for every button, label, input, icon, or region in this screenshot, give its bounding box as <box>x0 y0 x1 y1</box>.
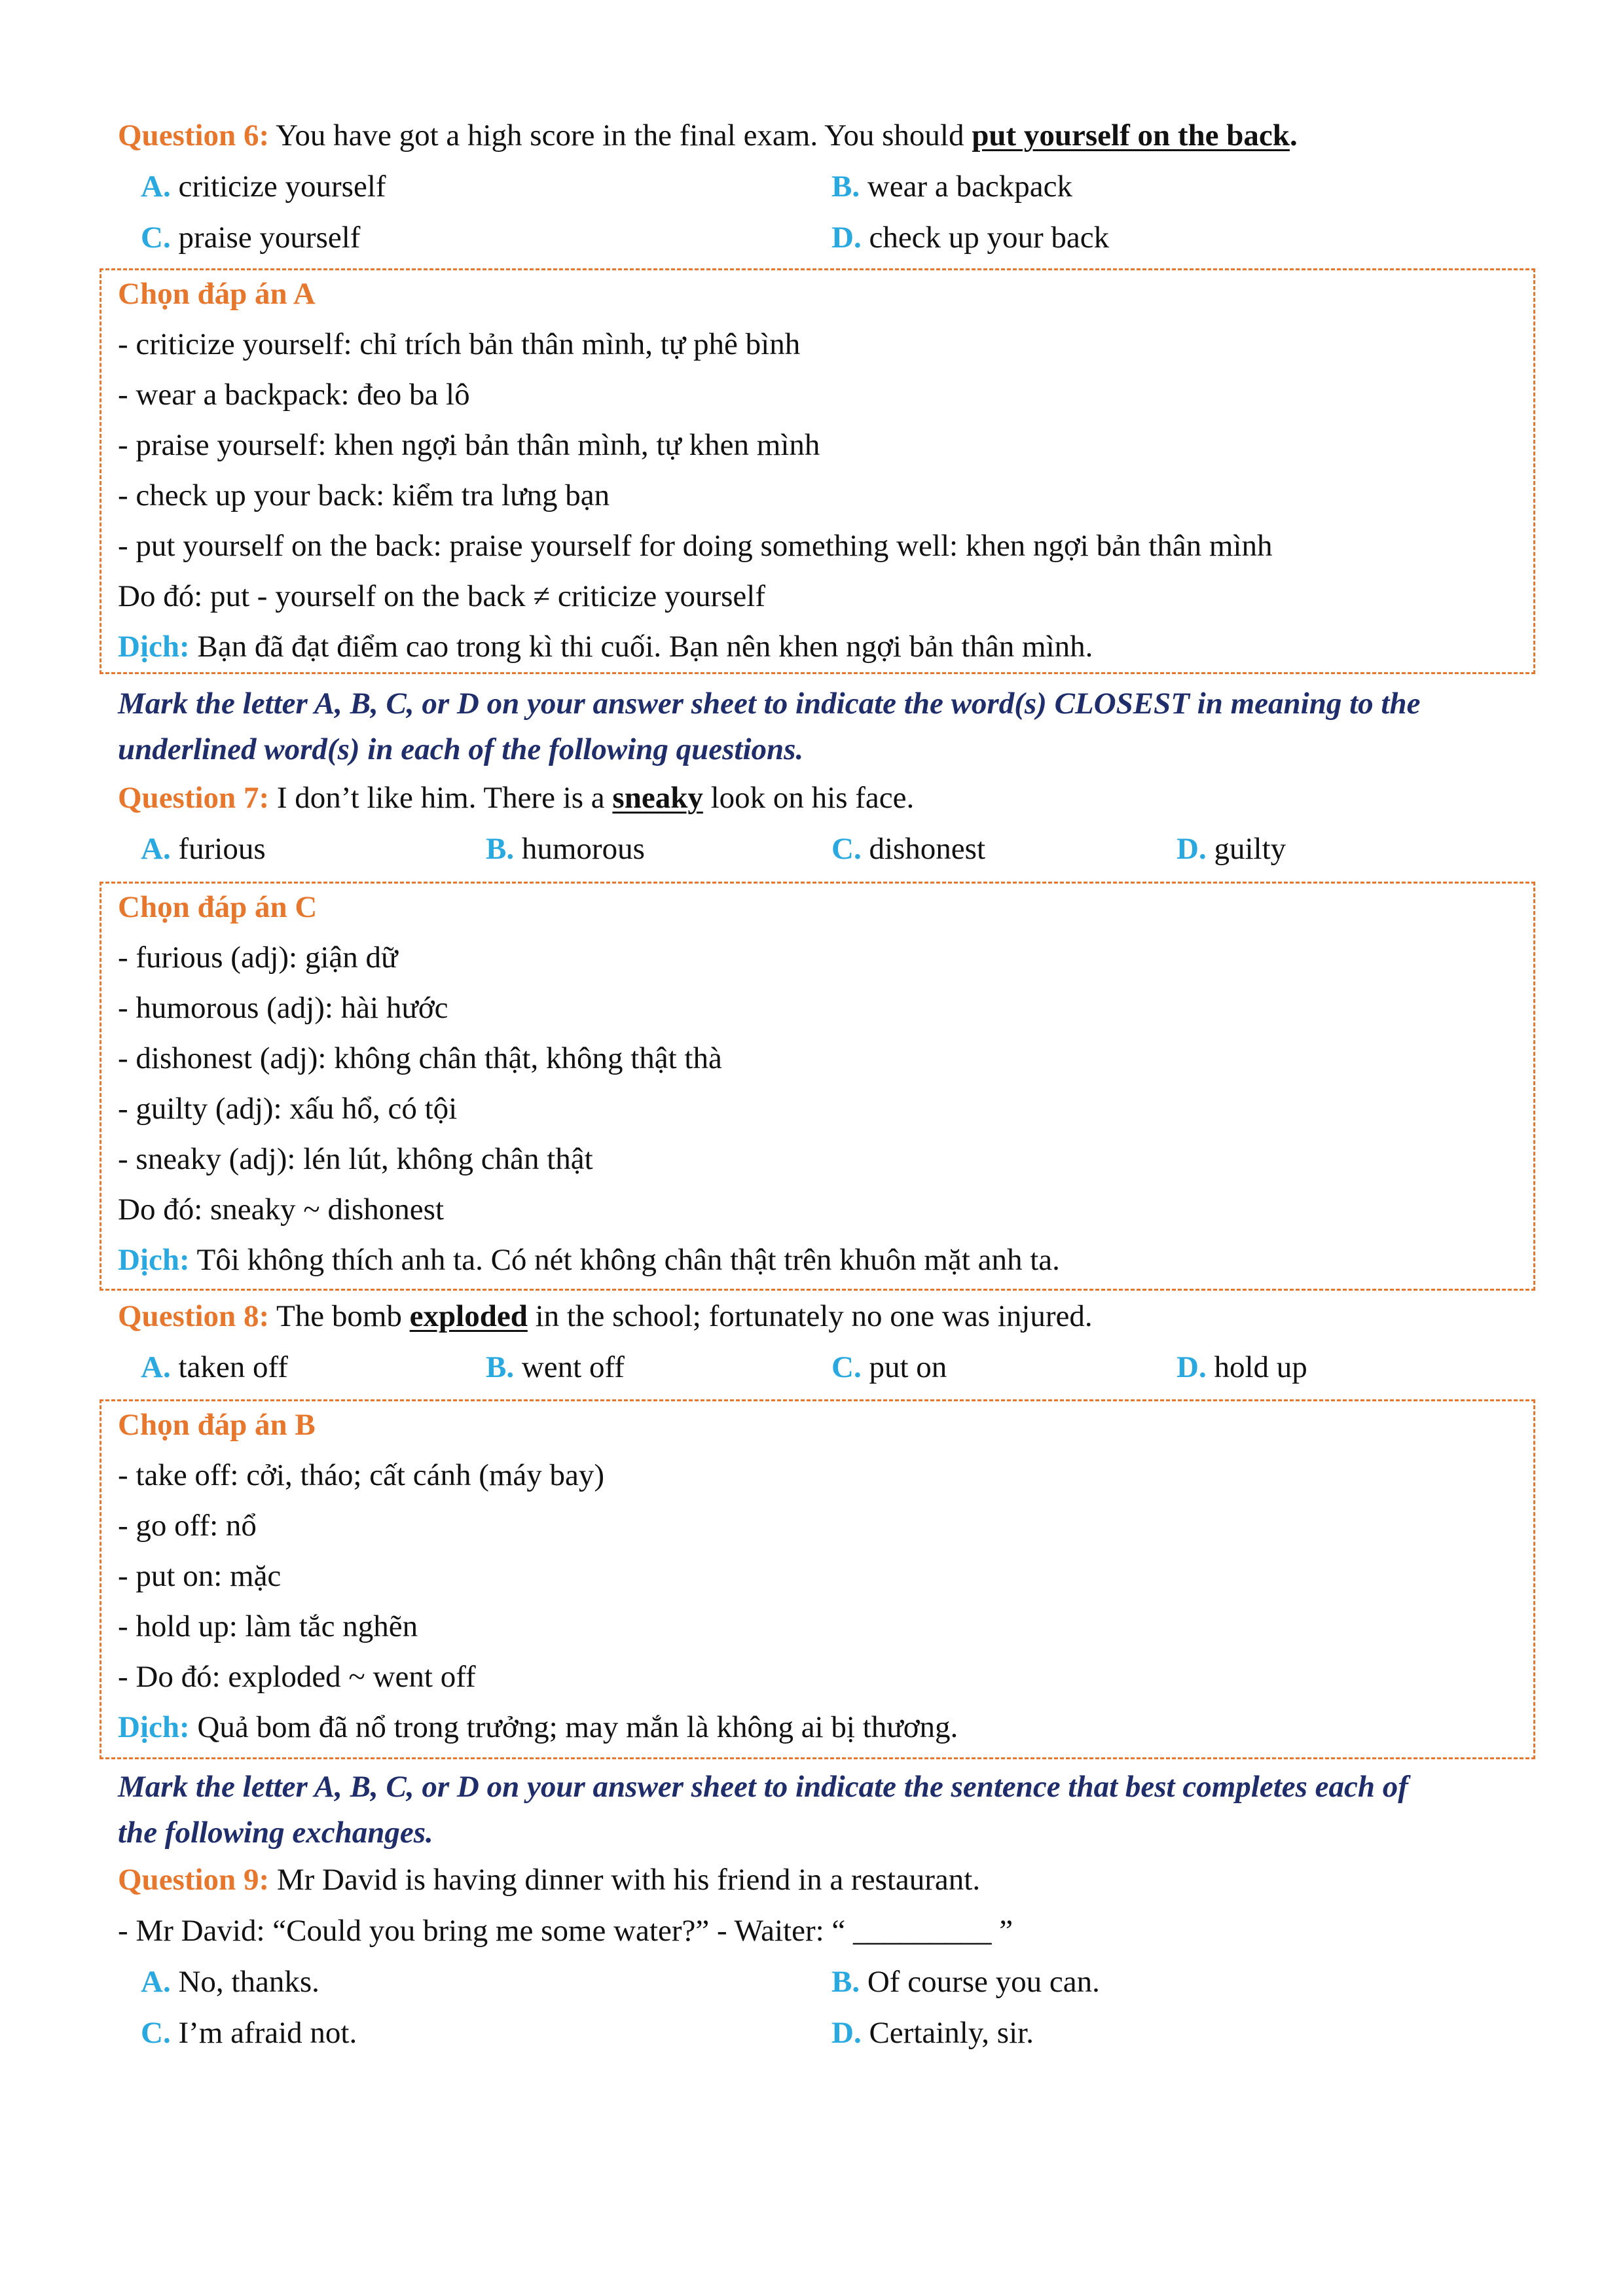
question-9-option-d[interactable] <box>831 2014 1034 2052</box>
option-letter: A. <box>141 1965 171 1999</box>
question-9-dialogue: - Mr David: “Could you bring me some water?” - Waiter: “ _________ ” <box>118 1914 1013 1948</box>
question-8-option-a[interactable] <box>141 1348 288 1386</box>
translation-text: Quả bom đã nổ trong trưởng; may mắn là không ai bị thương. <box>189 1710 958 1744</box>
option-text: Certainly, sir. <box>861 2016 1034 2050</box>
translation-label: Dịch: <box>118 1710 190 1744</box>
option-letter: A. <box>141 170 171 204</box>
explanation-line: - guilty (adj): xấu hổ, có tội <box>118 1092 458 1126</box>
answer-head-text: Chọn đáp án A <box>118 277 316 311</box>
question-6-text-after: . <box>1289 118 1298 152</box>
option-text: went off <box>514 1350 625 1384</box>
option-letter: C. <box>831 832 862 866</box>
explanation-line: - put on: mặc <box>118 1559 282 1593</box>
question-6-option-a[interactable] <box>141 168 386 206</box>
option-text: hold up <box>1206 1350 1307 1384</box>
explanation-line: - wear a backpack: đeo ba lô <box>118 378 470 412</box>
option-text: put on <box>861 1350 947 1384</box>
question-8-option-d[interactable] <box>1176 1348 1307 1386</box>
question-8-option-c[interactable] <box>831 1348 947 1386</box>
question-9-option-b[interactable] <box>831 1963 1100 2001</box>
explanation-line: - check up your back: kiểm tra lưng bạn <box>118 478 610 512</box>
option-text: furious <box>170 832 266 866</box>
option-letter: A. <box>141 1350 171 1384</box>
question-6-label: Question 6: <box>118 118 270 152</box>
option-text: Of course you can. <box>860 1965 1100 1999</box>
question-7-label: Question 7: <box>118 781 270 815</box>
translation-text: Tôi không thích anh ta. Có nét không chân thật trên khuôn mặt anh ta. <box>189 1243 1060 1277</box>
option-letter: B. <box>486 832 515 866</box>
question-7-stem <box>118 779 1525 817</box>
option-text: criticize yourself <box>170 170 386 204</box>
option-text: praise yourself <box>170 221 361 255</box>
question-6-text-before: You have got a high score in the final exam. You should <box>269 118 972 152</box>
answer-head-text: Chọn đáp án C <box>118 890 318 924</box>
explanation-line: - Do đó: exploded ~ went off <box>118 1660 476 1694</box>
explanation-line: - criticize yourself: chỉ trích bản thân mình, tự phê bình <box>118 327 801 361</box>
question-8-answer-head <box>118 1406 1525 1444</box>
option-letter: D. <box>1176 832 1207 866</box>
option-letter: A. <box>141 832 171 866</box>
explanation-line: - dishonest (adj): không chân thật, không thật thà <box>118 1041 722 1075</box>
instruction-2-line-2: the following exchanges. <box>118 1816 433 1850</box>
option-letter: C. <box>141 221 171 255</box>
question-7-option-d[interactable] <box>1176 830 1286 868</box>
explanation-line: - take off: cởi, tháo; cất cánh (máy bay) <box>118 1458 605 1492</box>
option-text: wear a backpack <box>860 170 1072 204</box>
option-letter: D. <box>831 2016 862 2050</box>
question-6-stem <box>118 117 1525 154</box>
question-8-underlined: exploded <box>409 1299 528 1333</box>
question-8-stem <box>118 1297 1525 1335</box>
question-7-text-after: look on his face. <box>702 781 915 815</box>
option-text: I’m afraid not. <box>170 2016 357 2050</box>
translation-text: Bạn đã đạt điểm cao trong kì thi cuối. Bạn nên khen ngợi bản thân mình. <box>189 630 1093 664</box>
instruction-1-line-2: underlined word(s) in each of the following questions. <box>118 732 804 766</box>
question-9-option-a[interactable] <box>141 1963 319 2001</box>
instruction-2-line-1: Mark the letter A, B, C, or D on your answer sheet to indicate the sentence that best completes each of <box>118 1770 1408 1804</box>
explanation-line: - sneaky (adj): lén lút, không chân thật <box>118 1142 593 1176</box>
question-8-label: Question 8: <box>118 1299 270 1333</box>
question-6-translation <box>118 628 1525 666</box>
option-letter: C. <box>831 1350 862 1384</box>
question-6-option-b[interactable] <box>831 168 1072 206</box>
question-8-translation <box>118 1708 1525 1746</box>
option-text: No, thanks. <box>170 1965 319 1999</box>
explanation-line: - go off: nổ <box>118 1509 257 1543</box>
explanation-line: - hold up: làm tắc nghẽn <box>118 1609 418 1643</box>
explanation-line: Do đó: sneaky ~ dishonest <box>118 1193 444 1227</box>
explanation-line: Do đó: put - yourself on the back ≠ criticize yourself <box>118 579 765 613</box>
option-letter: B. <box>831 1965 860 1999</box>
question-6-answer-head <box>118 275 1525 313</box>
question-7-text-before: I don’t like him. There is a <box>269 781 613 815</box>
question-6-underlined: put yourself on the back <box>972 118 1290 152</box>
translation-label: Dịch: <box>118 1243 190 1277</box>
option-letter: B. <box>831 170 860 204</box>
explanation-line: - put yourself on the back: praise yourself for doing something well: khen ngợi bản thân mình <box>118 529 1273 563</box>
question-9-text: Mr David is having dinner with his friend in a restaurant. <box>269 1863 981 1897</box>
option-text: taken off <box>170 1350 288 1384</box>
translation-label: Dịch: <box>118 630 190 664</box>
question-9-stem <box>118 1861 1525 1899</box>
question-9-label: Question 9: <box>118 1863 270 1897</box>
question-6-option-d[interactable] <box>831 219 1109 257</box>
option-letter: B. <box>486 1350 515 1384</box>
option-letter: C. <box>141 2016 171 2050</box>
question-7-translation <box>118 1241 1525 1279</box>
explanation-line: - furious (adj): giận dữ <box>118 941 398 975</box>
question-8-option-b[interactable] <box>486 1348 625 1386</box>
explanation-line: - praise yourself: khen ngợi bản thân mình, tự khen mình <box>118 428 820 462</box>
question-7-option-b[interactable] <box>486 830 645 868</box>
question-7-option-a[interactable] <box>141 830 266 868</box>
answer-head-text: Chọn đáp án B <box>118 1408 316 1442</box>
option-letter: D. <box>831 221 862 255</box>
option-letter: D. <box>1176 1350 1207 1384</box>
question-7-underlined: sneaky <box>612 781 703 815</box>
question-8-text-after: in the school; fortunately no one was injured. <box>527 1299 1093 1333</box>
option-text: check up your back <box>861 221 1110 255</box>
option-text: guilty <box>1206 832 1286 866</box>
question-7-answer-head <box>118 888 1525 926</box>
question-6-option-c[interactable] <box>141 219 360 257</box>
explanation-line: - humorous (adj): hài hước <box>118 991 448 1025</box>
question-9-option-c[interactable] <box>141 2014 357 2052</box>
option-text: humorous <box>514 832 645 866</box>
option-text: dishonest <box>861 832 986 866</box>
question-7-option-c[interactable] <box>831 830 985 868</box>
question-8-text-before: The bomb <box>269 1299 410 1333</box>
instruction-1-line-1: Mark the letter A, B, C, or D on your answer sheet to indicate the word(s) CLOSEST in meaning to the <box>118 687 1421 721</box>
